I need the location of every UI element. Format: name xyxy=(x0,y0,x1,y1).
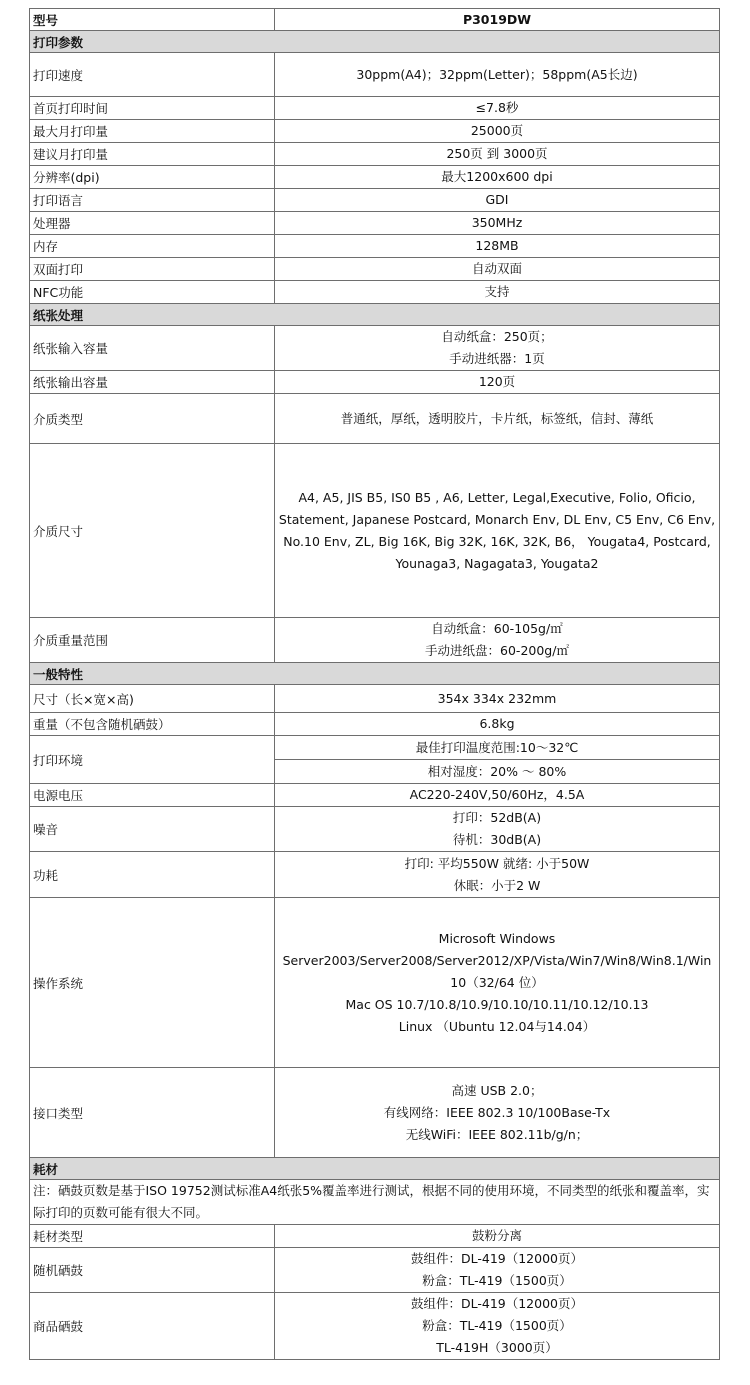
spec-value xyxy=(275,53,720,97)
spec-value xyxy=(275,166,720,189)
spec-value-line: Mac OS 10.7/10.8/10.9/10.10/10.11/10.12/10.13 xyxy=(345,996,649,1012)
spec-value-line: 有线网络：IEEE 802.3 10/100Base-Tx xyxy=(383,1104,611,1120)
spec-value xyxy=(275,235,720,258)
spec-value-line: 250页 到 3000页 xyxy=(446,146,548,161)
spec-value xyxy=(275,784,720,807)
spec-value-line: AC220-240V,50/60Hz，4.5A xyxy=(409,787,585,802)
spec-row xyxy=(30,120,720,143)
spec-label: 纸张输入容量 xyxy=(30,326,275,371)
spec-label: 功耗 xyxy=(30,852,275,898)
spec-value xyxy=(275,807,720,852)
spec-value-line: Linux （Ubuntu 12.04与14.04） xyxy=(398,1018,596,1034)
spec-value-line: 30ppm(A4)；32ppm(Letter)；58ppm(A5长边) xyxy=(356,66,638,82)
spec-value-line: 鼓组件：DL-419（12000页） xyxy=(410,1296,583,1311)
spec-value-line: 粉盒：TL-419（1500页） xyxy=(422,1318,572,1333)
spec-row xyxy=(30,685,720,713)
spec-row xyxy=(30,1225,720,1248)
spec-value xyxy=(275,685,720,713)
section-header-paper xyxy=(30,304,720,326)
spec-label: 处理器 xyxy=(30,212,275,235)
spec-row xyxy=(30,807,720,852)
spec-label: 电源电压 xyxy=(30,784,275,807)
spec-row xyxy=(30,326,720,371)
spec-value xyxy=(275,1248,720,1293)
section-header-print xyxy=(30,31,720,53)
spec-row xyxy=(30,713,720,736)
spec-value-line: 128MB xyxy=(475,238,519,253)
section-title: 打印参数 xyxy=(30,31,720,53)
spec-row xyxy=(30,235,720,258)
spec-label: NFC功能 xyxy=(30,281,275,304)
spec-label: 尺寸（长×宽×高) xyxy=(30,685,275,713)
spec-value-line: Microsoft Windows xyxy=(438,930,556,946)
spec-row xyxy=(30,784,720,807)
spec-label: 商品硒鼓 xyxy=(30,1293,275,1360)
spec-value-line: 自动双面 xyxy=(471,261,522,276)
spec-row xyxy=(30,898,720,1068)
spec-label: 噪音 xyxy=(30,807,275,852)
spec-label: 耗材类型 xyxy=(30,1225,275,1248)
spec-value xyxy=(275,736,720,760)
spec-value xyxy=(275,760,720,784)
spec-value xyxy=(275,212,720,235)
section-title: 耗材 xyxy=(30,1158,720,1180)
spec-row xyxy=(30,1293,720,1360)
spec-value-line: 自动纸盒：60-105g/㎡ xyxy=(431,621,563,636)
spec-label: 接口类型 xyxy=(30,1068,275,1158)
spec-value-line: 最佳打印温度范围:10～32℃ xyxy=(415,739,579,755)
spec-value xyxy=(275,713,720,736)
consumables-note-row xyxy=(30,1180,720,1225)
spec-label: 双面打印 xyxy=(30,258,275,281)
spec-label: 重量（不包含随机硒鼓） xyxy=(30,713,275,736)
spec-value-line: 25000页 xyxy=(470,123,524,138)
spec-value-line: Younaga3, Nagagata3, Yougata2 xyxy=(395,555,599,571)
model-label: 型号 xyxy=(30,9,275,31)
spec-value-line: 120页 xyxy=(478,374,516,389)
spec-label: 操作系统 xyxy=(30,898,275,1068)
spec-value-line: TL-419H（3000页） xyxy=(436,1340,558,1355)
spec-row xyxy=(30,166,720,189)
spec-value-line: 粉盒：TL-419（1500页） xyxy=(422,1273,572,1288)
spec-label: 建议月打印量 xyxy=(30,143,275,166)
spec-label: 最大月打印量 xyxy=(30,120,275,143)
section-header-general xyxy=(30,663,720,685)
spec-value xyxy=(275,281,720,304)
spec-value-line: 休眠：小于2 W xyxy=(453,877,541,893)
spec-row xyxy=(30,1068,720,1158)
spec-value-line: No.10 Env, ZL, Big 16K, Big 32K, 16K, 32K, B6， Yougata4, Postcard, xyxy=(283,533,711,549)
spec-row xyxy=(30,143,720,166)
spec-value xyxy=(275,189,720,212)
section-title: 纸张处理 xyxy=(30,304,720,326)
spec-value-line: 354x 334x 232mm xyxy=(437,690,557,706)
spec-value xyxy=(275,143,720,166)
spec-value-line: 350MHz xyxy=(471,215,523,230)
spec-value-line: A4, A5, JIS B5, IS0 B5 , A6, Letter, Legal,Executive, Folio, Oficio, xyxy=(298,489,696,505)
spec-label: 介质尺寸 xyxy=(30,444,275,618)
spec-value xyxy=(275,618,720,663)
spec-row xyxy=(30,371,720,394)
spec-value xyxy=(275,120,720,143)
spec-value-line: 鼓组件：DL-419（12000页） xyxy=(410,1251,583,1266)
spec-value-line: 高速 USB 2.0； xyxy=(451,1082,543,1098)
spec-value-line: GDI xyxy=(485,192,509,207)
model-row xyxy=(30,9,720,31)
spec-row xyxy=(30,852,720,898)
spec-value-line: ≤7.8秒 xyxy=(475,100,519,115)
spec-value xyxy=(275,394,720,444)
spec-value xyxy=(275,326,720,371)
spec-value xyxy=(275,1225,720,1248)
spec-value-line: 手动进纸盘：60-200g/㎡ xyxy=(425,643,569,658)
section-title: 一般特性 xyxy=(30,663,720,685)
spec-value-line: 打印: 平均550W 就绪: 小于50W xyxy=(404,855,590,871)
spec-value xyxy=(275,371,720,394)
spec-value xyxy=(275,898,720,1068)
spec-label: 随机硒鼓 xyxy=(30,1248,275,1293)
spec-value xyxy=(275,1293,720,1360)
spec-value-line: 普通纸，厚纸，透明胶片，卡片纸，标签纸，信封、薄纸 xyxy=(340,410,654,426)
spec-row xyxy=(30,618,720,663)
spec-row xyxy=(30,444,720,618)
spec-row xyxy=(30,189,720,212)
spec-value-line: 6.8kg xyxy=(479,716,515,731)
spec-value-line: 10（32/64 位） xyxy=(450,974,544,990)
spec-value-line: 无线WiFi：IEEE 802.11b/g/n； xyxy=(405,1126,589,1142)
spec-label: 首页打印时间 xyxy=(30,97,275,120)
spec-value-line: 待机：30dB(A) xyxy=(452,832,542,847)
spec-label: 分辨率(dpi) xyxy=(30,166,275,189)
spec-row xyxy=(30,1248,720,1293)
spec-label: 介质重量范围 xyxy=(30,618,275,663)
spec-row xyxy=(30,394,720,444)
spec-table xyxy=(29,8,720,1360)
spec-value-line: Statement, Japanese Postcard, Monarch Env, DL Env, C5 Env, C6 Env, xyxy=(278,511,716,527)
spec-row xyxy=(30,258,720,281)
spec-row xyxy=(30,281,720,304)
spec-value xyxy=(275,444,720,618)
spec-label: 打印速度 xyxy=(30,53,275,97)
spec-row xyxy=(30,53,720,97)
spec-value-line: 相对湿度：20% ～ 80% xyxy=(427,763,567,779)
spec-value xyxy=(275,1068,720,1158)
model-value: P3019DW xyxy=(275,9,720,31)
spec-row xyxy=(30,212,720,235)
spec-value xyxy=(275,852,720,898)
spec-value-line: 鼓粉分离 xyxy=(471,1228,522,1243)
spec-value xyxy=(275,258,720,281)
section-header-consumables xyxy=(30,1158,720,1180)
spec-value-line: 打印：52dB(A) xyxy=(452,810,542,825)
spec-value-line: 手动进纸器：1页 xyxy=(449,351,545,366)
spec-label: 打印环境 xyxy=(30,736,275,784)
spec-label: 介质类型 xyxy=(30,394,275,444)
spec-row xyxy=(30,736,720,760)
spec-label: 内存 xyxy=(30,235,275,258)
spec-label: 打印语言 xyxy=(30,189,275,212)
spec-value xyxy=(275,97,720,120)
spec-row xyxy=(30,97,720,120)
spec-label: 纸张输出容量 xyxy=(30,371,275,394)
spec-value-line: 支持 xyxy=(484,284,510,299)
spec-value-line: 最大1200x600 dpi xyxy=(441,169,553,184)
spec-value-line: 自动纸盒：250页； xyxy=(441,329,553,344)
spec-value-line: Server2003/Server2008/Server2012/XP/Vista/Win7/Win8/Win8.1/Win xyxy=(282,952,712,968)
consumables-note: 注：硒鼓页数是基于ISO 19752测试标准A4纸张5%覆盖率进行测试，根据不同的使用环境，不同类型的纸张和覆盖率，实际打印的页数可能有很大不同。 xyxy=(30,1180,720,1225)
